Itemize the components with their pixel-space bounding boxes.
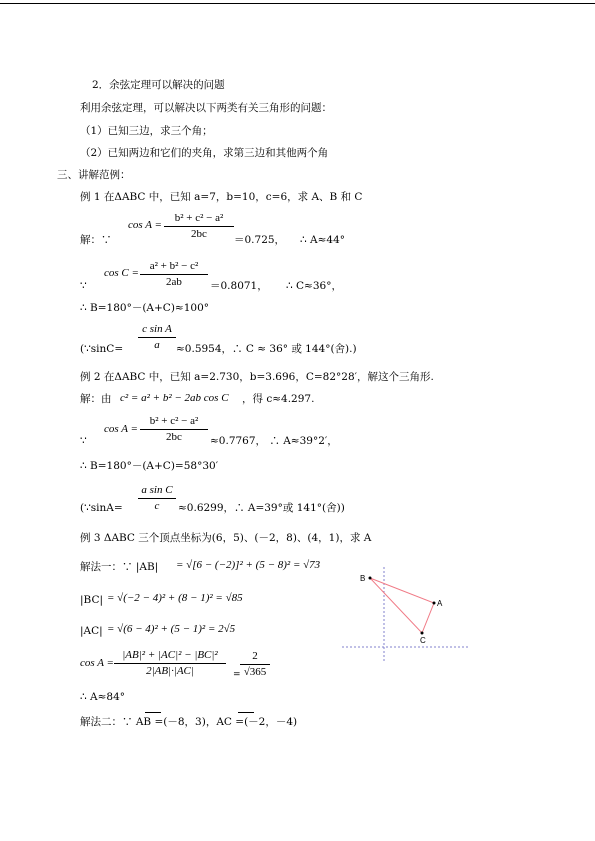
fraction-denominator: a [154, 339, 160, 351]
example-2-because: ∵ [80, 435, 87, 447]
fraction-numerator: b² + c² − a² [140, 414, 208, 430]
example-3-cosA-lhs: cos A = [80, 657, 114, 669]
example-2-law-of-cosines: c² = a² + b² − 2ab cos C [120, 392, 229, 404]
example-2-cosA-value: ≈0.7767， ∴ A≈39°2′， [210, 435, 338, 447]
section-2-item-1: （1）已知三边，求三个角； [80, 125, 213, 137]
example-3-result-equals: = [233, 670, 241, 680]
example-3-BC-prefix: |BC| [80, 594, 104, 606]
example-1-cosA-lhs: cos A = [128, 219, 162, 231]
example-2-solution-suffix: ，得 c≈4.297. [242, 393, 315, 405]
example-3-cosA-fraction [114, 648, 226, 679]
section-2-intro: 利用余弦定理，可以解决以下两类有关三角形的问题： [80, 102, 332, 114]
example-2-cosA-fraction [140, 414, 208, 445]
example-3-BC-expression: = √(−2 − 4)² + (8 − 1)² = √85 [107, 592, 243, 604]
example-1-C-result: ∴ C≈36°， [286, 280, 342, 292]
vertex-C-point [421, 632, 424, 635]
example-2-sinA-value: ≈0.6299，∴ A=39°或 141°(舍)) [178, 502, 345, 514]
example-2-sinA-fraction [138, 483, 176, 514]
example-1-cosC-value: ＝0.8071， [210, 280, 268, 292]
example-3-title: 例 3 ΔABC 三个顶点坐标为(6，5)、(－2，8)、(4，1)，求 A [80, 532, 372, 544]
fraction-denominator: 2bc [166, 431, 182, 443]
example-1-B-result: ∴ B=180°－(A+C)≈100° [80, 302, 210, 314]
fraction-numerator: c sin A [138, 322, 176, 338]
example-1-cosC-lhs: cos C = [104, 267, 139, 279]
vector-arrow-AB [145, 712, 161, 713]
fraction-denominator: 2|AB|·|AC| [146, 665, 194, 677]
example-1-solution-prefix: 解：∵ [80, 234, 112, 246]
triangle-coordinate-figure [340, 565, 470, 665]
fraction-numerator: 2 [240, 649, 270, 665]
vertex-B-point [369, 577, 372, 580]
fraction-denominator: 2bc [191, 228, 207, 240]
example-3-solution-2: 解法二：∵ AB =(－8，3)，AC =(－2，－4) [80, 716, 298, 728]
fraction-denominator: c [154, 500, 160, 512]
example-3-AB-prefix: 解法一：∵ |AB| [80, 561, 159, 573]
section-2-item-2: （2）已知两边和它们的夹角，求第三边和其他两个角 [80, 147, 329, 159]
section-3-heading: 三、讲解范例： [57, 169, 131, 181]
example-3-A-result: ∴ A≈84° [80, 691, 126, 703]
fraction-denominator: 2ab [166, 276, 182, 288]
example-1-cosC-fraction [140, 259, 208, 290]
example-2-B-result: ∴ B=180°－(A+C)=58°30′ [80, 460, 219, 472]
header-rule [0, 3, 595, 4]
example-1-sinC-value: ≈0.5954，∴ C ≈ 36° 或 144°(舍).) [176, 343, 357, 355]
fraction-numerator: |AB|² + |AC|² − |BC|² [114, 648, 226, 664]
example-2-cosA-lhs: cos A = [104, 423, 138, 435]
example-1-sinC-fraction [138, 322, 176, 353]
example-3-AC-expression: = √(6 − 4)² + (5 − 1)² = 2√5 [107, 623, 236, 635]
example-1-cosA-value: ＝0.725， [234, 234, 286, 246]
vertex-A-point [433, 602, 436, 605]
example-3-AB-expression: = √[6 − (−2)]² + (5 − 8)² = √73 [176, 559, 321, 571]
example-1-A-result: ∴ A≈44° [300, 234, 346, 246]
example-1-title: 例 1 在ΔABC 中，已知 a=7，b=10，c=6，求 A、B 和 C [80, 191, 363, 203]
example-3-AC-prefix: |AC| [80, 625, 103, 637]
vertex-A-label: A [437, 599, 443, 608]
fraction-numerator: b² + c² − a² [164, 211, 234, 227]
example-2-title: 例 2 在ΔABC 中，已知 a=2.730，b=3.696，C=82°28′，解这个三角形. [80, 371, 434, 383]
example-3-result-fraction [240, 649, 270, 680]
fraction-numerator: a² + b² − c² [140, 259, 208, 275]
vector-arrow-AC [238, 712, 254, 713]
example-1-because: ∵ [80, 280, 87, 292]
triangle-ABC [370, 578, 434, 633]
example-2-sinA-prefix: (∵sinA= [80, 502, 123, 514]
example-1-sinC-prefix: (∵sinC= [80, 343, 124, 355]
example-2-solution-prefix: 解：由 [80, 393, 112, 405]
vertex-C-label: C [420, 636, 426, 645]
fraction-denominator: √365 [243, 666, 267, 678]
vertex-B-label: B [360, 574, 366, 583]
section-2-heading: 2．余弦定理可以解决的问题 [92, 79, 225, 91]
example-1-cosA-fraction [164, 211, 234, 242]
fraction-numerator: a sin C [138, 483, 176, 499]
